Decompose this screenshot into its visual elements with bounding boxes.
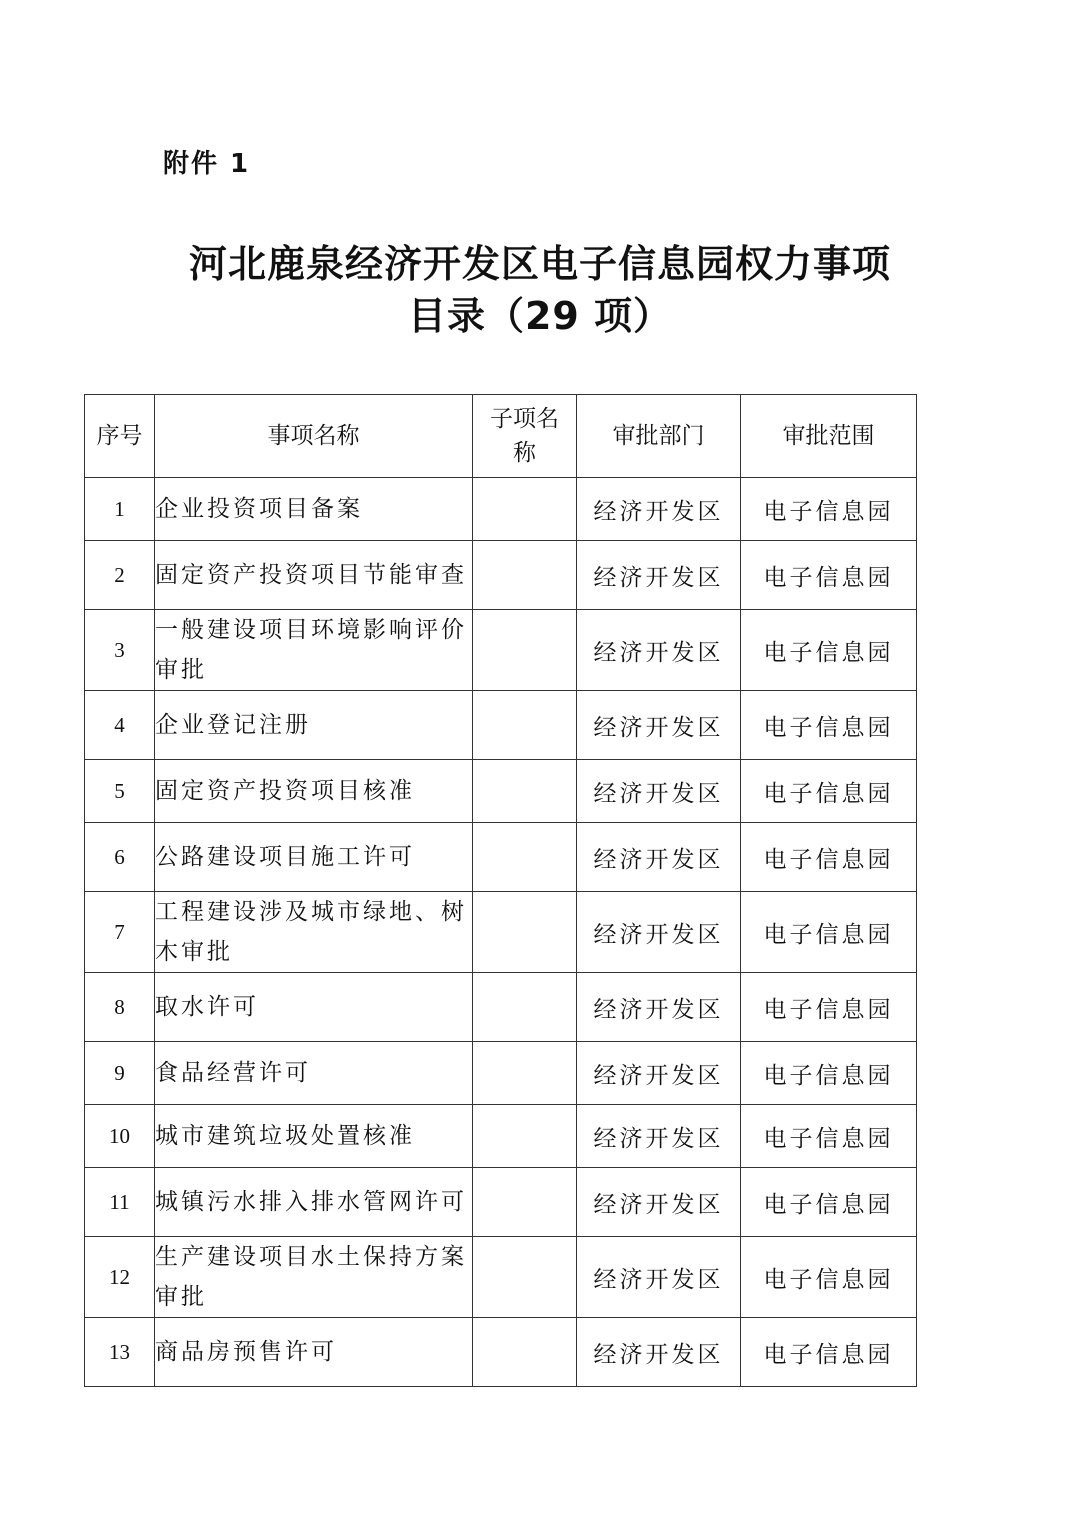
- row-number: 4: [85, 691, 155, 760]
- row-number: 5: [85, 760, 155, 823]
- approval-scope: 电子信息园: [741, 1168, 917, 1237]
- approval-dept: 经济开发区: [577, 1042, 741, 1105]
- approval-dept: 经济开发区: [577, 973, 741, 1042]
- item-name: 取水许可: [155, 973, 473, 1042]
- table-row: [85, 760, 917, 823]
- row-number: 13: [85, 1318, 155, 1387]
- sub-item: [473, 973, 577, 1042]
- item-name: 生产建设项目水土保持方案审批: [155, 1237, 473, 1318]
- item-name: 一般建设项目环境影响评价审批: [155, 610, 473, 691]
- approval-scope: 电子信息园: [741, 1318, 917, 1387]
- approval-scope: 电子信息园: [741, 892, 917, 973]
- row-number: 1: [85, 478, 155, 541]
- item-name: 城市建筑垃圾处置核准: [155, 1105, 473, 1168]
- item-name: 固定资产投资项目核准: [155, 760, 473, 823]
- table-row: [85, 823, 917, 892]
- sub-item: [473, 610, 577, 691]
- sub-item: [473, 1318, 577, 1387]
- approval-dept: 经济开发区: [577, 760, 741, 823]
- table-row: [85, 478, 917, 541]
- table-row: [85, 610, 917, 691]
- table-row: [85, 691, 917, 760]
- approval-scope: 电子信息园: [741, 973, 917, 1042]
- item-name: 工程建设涉及城市绿地、树木审批: [155, 892, 473, 973]
- row-number: 7: [85, 892, 155, 973]
- power-items-table: [84, 394, 917, 1387]
- document-title: [0, 238, 1080, 342]
- item-name: 城镇污水排入排水管网许可: [155, 1168, 473, 1237]
- title-line-2: 目录（29 项）: [407, 294, 673, 338]
- table-row: [85, 1237, 917, 1318]
- approval-scope: 电子信息园: [741, 691, 917, 760]
- table-row: [85, 1042, 917, 1105]
- table-body: [85, 478, 917, 1387]
- sub-item: [473, 541, 577, 610]
- sub-item: [473, 1105, 577, 1168]
- table-row: [85, 1168, 917, 1237]
- approval-scope: 电子信息园: [741, 760, 917, 823]
- approval-dept: 经济开发区: [577, 1168, 741, 1237]
- row-number: 8: [85, 973, 155, 1042]
- approval-dept: 经济开发区: [577, 541, 741, 610]
- attachment-label: 附件 1: [163, 149, 251, 179]
- row-number: 6: [85, 823, 155, 892]
- table-row: [85, 1318, 917, 1387]
- approval-dept: 经济开发区: [577, 892, 741, 973]
- table-row: [85, 1105, 917, 1168]
- approval-scope: 电子信息园: [741, 1237, 917, 1318]
- approval-dept: 经济开发区: [577, 691, 741, 760]
- item-name: 固定资产投资项目节能审查: [155, 541, 473, 610]
- sub-item: [473, 892, 577, 973]
- sub-item: [473, 1168, 577, 1237]
- approval-scope: 电子信息园: [741, 1042, 917, 1105]
- approval-scope: 电子信息园: [741, 610, 917, 691]
- table-row: [85, 892, 917, 973]
- row-number: 10: [85, 1105, 155, 1168]
- sub-item: [473, 691, 577, 760]
- approval-scope: 电子信息园: [741, 823, 917, 892]
- item-name: 食品经营许可: [155, 1042, 473, 1105]
- row-number: 11: [85, 1168, 155, 1237]
- header-no: 序号: [85, 395, 155, 478]
- header-sub: 子项名称: [473, 395, 577, 478]
- row-number: 9: [85, 1042, 155, 1105]
- approval-dept: 经济开发区: [577, 1105, 741, 1168]
- item-name: 公路建设项目施工许可: [155, 823, 473, 892]
- header-scope: 审批范围: [741, 395, 917, 478]
- sub-item: [473, 760, 577, 823]
- sub-item: [473, 478, 577, 541]
- table-header-row: [85, 395, 917, 478]
- approval-dept: 经济开发区: [577, 610, 741, 691]
- approval-dept: 经济开发区: [577, 1318, 741, 1387]
- table-row: [85, 541, 917, 610]
- item-name: 企业投资项目备案: [155, 478, 473, 541]
- title-line-1: 河北鹿泉经济开发区电子信息园权力事项: [188, 242, 891, 286]
- header-name: 事项名称: [155, 395, 473, 478]
- table-row: [85, 973, 917, 1042]
- item-name: 商品房预售许可: [155, 1318, 473, 1387]
- approval-scope: 电子信息园: [741, 478, 917, 541]
- approval-scope: 电子信息园: [741, 1105, 917, 1168]
- item-name: 企业登记注册: [155, 691, 473, 760]
- header-dept: 审批部门: [577, 395, 741, 478]
- sub-item: [473, 1237, 577, 1318]
- approval-dept: 经济开发区: [577, 478, 741, 541]
- approval-scope: 电子信息园: [741, 541, 917, 610]
- row-number: 3: [85, 610, 155, 691]
- approval-dept: 经济开发区: [577, 823, 741, 892]
- sub-item: [473, 1042, 577, 1105]
- approval-dept: 经济开发区: [577, 1237, 741, 1318]
- row-number: 12: [85, 1237, 155, 1318]
- row-number: 2: [85, 541, 155, 610]
- sub-item: [473, 823, 577, 892]
